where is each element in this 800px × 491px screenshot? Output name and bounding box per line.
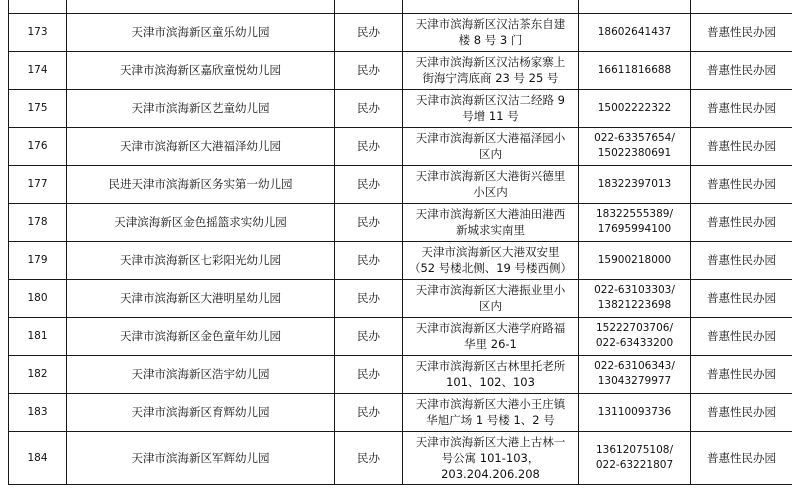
address-line: 天津市滨海新区大港福泽园小 <box>415 131 566 145</box>
address-line: 天津市滨海新区古林里托老所 <box>415 359 566 373</box>
kindergarten-name-cell: 天津滨海新区金色摇篮求实幼儿园 <box>67 203 335 241</box>
address-cell <box>403 393 579 431</box>
address-line: 华旭广场 1 号楼 1、2 号 <box>426 413 555 427</box>
table-row <box>9 241 793 279</box>
ownership-cell: 民办 <box>335 165 403 203</box>
kindergarten-name-cell: 天津市滨海新区童乐幼儿园 <box>67 13 335 51</box>
address-line: 号公寓 101-103， <box>441 450 540 465</box>
table-row <box>9 51 793 89</box>
ownership-cell: 民办 <box>335 279 403 317</box>
address-line: 101、102、103 <box>446 375 535 389</box>
phone-cell <box>579 165 691 203</box>
ownership-cell: 民办 <box>335 241 403 279</box>
phone-line: 022-63106343/ <box>594 360 675 372</box>
table-row <box>9 317 793 355</box>
phone-line: 18322397013 <box>597 177 672 190</box>
table-row <box>9 13 793 51</box>
ownership-cell: 民办 <box>335 89 403 127</box>
address-cell <box>403 203 579 241</box>
address-line: 区内 <box>479 299 502 313</box>
phone-cell <box>579 317 691 355</box>
kindergarten-name-cell: 天津市滨海新区嘉欣童悦幼儿园 <box>67 51 335 89</box>
row-number-cell: 177 <box>9 165 67 203</box>
kindergarten-name-cell: 民进天津市滨海新区务实第一幼儿园 <box>67 165 335 203</box>
table-row <box>9 431 793 484</box>
phone-line: 15022380691 <box>597 147 672 159</box>
phone-cell <box>579 431 691 484</box>
row-number-cell: 176 <box>9 127 67 165</box>
kindergarten-name-cell: 天津市滨海新区艺童幼儿园 <box>67 89 335 127</box>
row-number-cell: 182 <box>9 355 67 393</box>
address-line: 天津市滨海新区大港振业里小 <box>415 283 566 297</box>
kindergarten-name-cell: 天津市滨海新区金色童年幼儿园 <box>67 317 335 355</box>
row-number-cell: 174 <box>9 51 67 89</box>
kindergarten-name-cell: 天津市滨海新区大港福泽幼儿园 <box>67 127 335 165</box>
address-cell <box>403 355 579 393</box>
address-cell <box>403 431 579 484</box>
phone-line: 15002222322 <box>597 101 672 114</box>
kindergarten-name-cell: 天津市滨海新区大港明星幼儿园 <box>67 279 335 317</box>
phone-line: 18322555389/ <box>595 208 674 220</box>
kindergarten-type-cell: 普惠性民办园 <box>691 203 793 241</box>
address-line: 区内 <box>479 147 502 161</box>
kindergarten-name-cell: 天津市滨海新区育辉幼儿园 <box>67 393 335 431</box>
phone-line: 022-63357654/ <box>594 132 675 144</box>
kindergarten-type-cell: 普惠性民办园 <box>691 431 793 484</box>
phone-line: 15900218000 <box>597 253 672 266</box>
ownership-cell: 民办 <box>335 51 403 89</box>
table-body <box>9 0 793 484</box>
table-row <box>9 355 793 393</box>
row-number-cell: 181 <box>9 317 67 355</box>
address-line: 街海宁湾底商 23 号 25 号 <box>422 71 559 85</box>
phone-line: 13043279977 <box>597 375 672 387</box>
address-line: 新城求实南里 <box>456 223 525 237</box>
address-cell <box>403 127 579 165</box>
kindergarten-type-cell: 普惠性民办园 <box>691 13 793 51</box>
address-line: 天津市滨海新区汉沽茶东自建 <box>415 17 566 31</box>
phone-line: 17695994100 <box>597 223 672 235</box>
row-number-cell: 183 <box>9 393 67 431</box>
phone-line: 022-63433200 <box>595 337 674 349</box>
table-row <box>9 203 793 241</box>
table-row <box>9 127 793 165</box>
phone-line: 13110093736 <box>597 405 672 418</box>
ownership-cell: 民办 <box>335 203 403 241</box>
table-cell <box>691 0 793 13</box>
address-cell <box>403 51 579 89</box>
kindergarten-type-cell: 普惠性民办园 <box>691 51 793 89</box>
kindergarten-table <box>8 0 792 485</box>
kindergarten-list-page <box>8 0 792 491</box>
address-line: 楼 8 号 3 门 <box>458 33 523 47</box>
kindergarten-type-cell: 普惠性民办园 <box>691 279 793 317</box>
kindergarten-name-cell: 天津市滨海新区浩宇幼儿园 <box>67 355 335 393</box>
address-line: （52 号楼北侧、19 号楼西侧） <box>408 261 573 275</box>
address-line: 天津市滨海新区大港上古林一 <box>415 434 566 449</box>
ownership-cell: 民办 <box>335 431 403 484</box>
address-cell <box>403 279 579 317</box>
address-cell <box>403 13 579 51</box>
address-line: 天津市滨海新区大港油田港西 <box>415 207 566 221</box>
address-line: 号增 11 号 <box>462 109 519 123</box>
ownership-cell: 民办 <box>335 317 403 355</box>
kindergarten-type-cell: 普惠性民办园 <box>691 355 793 393</box>
table-row-partial-top <box>9 0 793 13</box>
table-cell <box>403 0 579 13</box>
phone-cell <box>579 279 691 317</box>
table-row <box>9 279 793 317</box>
address-line: 华里 26-1 <box>464 337 517 351</box>
kindergarten-type-cell: 普惠性民办园 <box>691 393 793 431</box>
phone-line: 18602641437 <box>597 25 672 38</box>
phone-cell <box>579 89 691 127</box>
address-line: 天津市滨海新区大港小王庄镇 <box>415 397 566 411</box>
phone-line: 022-63103303/ <box>594 284 675 296</box>
phone-cell <box>579 51 691 89</box>
row-number-cell: 173 <box>9 13 67 51</box>
table-cell <box>579 0 691 13</box>
row-number-cell: 178 <box>9 203 67 241</box>
table-row <box>9 165 793 203</box>
kindergarten-name-cell: 天津市滨海新区军辉幼儿园 <box>67 431 335 484</box>
phone-cell <box>579 393 691 431</box>
ownership-cell: 民办 <box>335 127 403 165</box>
kindergarten-type-cell: 普惠性民办园 <box>691 165 793 203</box>
address-cell <box>403 317 579 355</box>
phone-cell <box>579 203 691 241</box>
phone-line: 15222703706/ <box>595 322 674 334</box>
address-line: 天津市滨海新区大港街兴德里 <box>415 169 566 183</box>
address-line: 天津市滨海新区汉沽杨家寨上 <box>415 55 566 69</box>
address-cell <box>403 89 579 127</box>
kindergarten-type-cell: 普惠性民办园 <box>691 89 793 127</box>
ownership-cell: 民办 <box>335 393 403 431</box>
address-line: 天津市滨海新区大港学府路福 <box>415 321 566 335</box>
phone-line: 022-63221807 <box>595 458 674 471</box>
table-row <box>9 89 793 127</box>
phone-cell <box>579 13 691 51</box>
kindergarten-type-cell: 普惠性民办园 <box>691 317 793 355</box>
phone-cell <box>579 241 691 279</box>
address-line: 天津市滨海新区大港双安里 <box>421 245 560 259</box>
address-line: 小区内 <box>473 185 508 199</box>
phone-line: 16611816688 <box>597 63 672 76</box>
row-number-cell: 175 <box>9 89 67 127</box>
address-cell <box>403 165 579 203</box>
table-cell <box>9 0 67 13</box>
row-number-cell: 180 <box>9 279 67 317</box>
address-line: 天津市滨海新区汉沽二经路 9 <box>416 93 565 107</box>
phone-cell <box>579 127 691 165</box>
address-cell <box>403 241 579 279</box>
phone-line: 13612075108/ <box>595 443 674 456</box>
table-cell <box>335 0 403 13</box>
ownership-cell: 民办 <box>335 13 403 51</box>
table-row <box>9 393 793 431</box>
address-line: 203.204.206.208 <box>441 466 540 481</box>
table-cell <box>67 0 335 13</box>
kindergarten-type-cell: 普惠性民办园 <box>691 241 793 279</box>
row-number-cell: 184 <box>9 431 67 484</box>
row-number-cell: 179 <box>9 241 67 279</box>
kindergarten-name-cell: 天津市滨海新区七彩阳光幼儿园 <box>67 241 335 279</box>
kindergarten-type-cell: 普惠性民办园 <box>691 127 793 165</box>
phone-line: 13821223698 <box>597 299 672 311</box>
phone-cell <box>579 355 691 393</box>
ownership-cell: 民办 <box>335 355 403 393</box>
